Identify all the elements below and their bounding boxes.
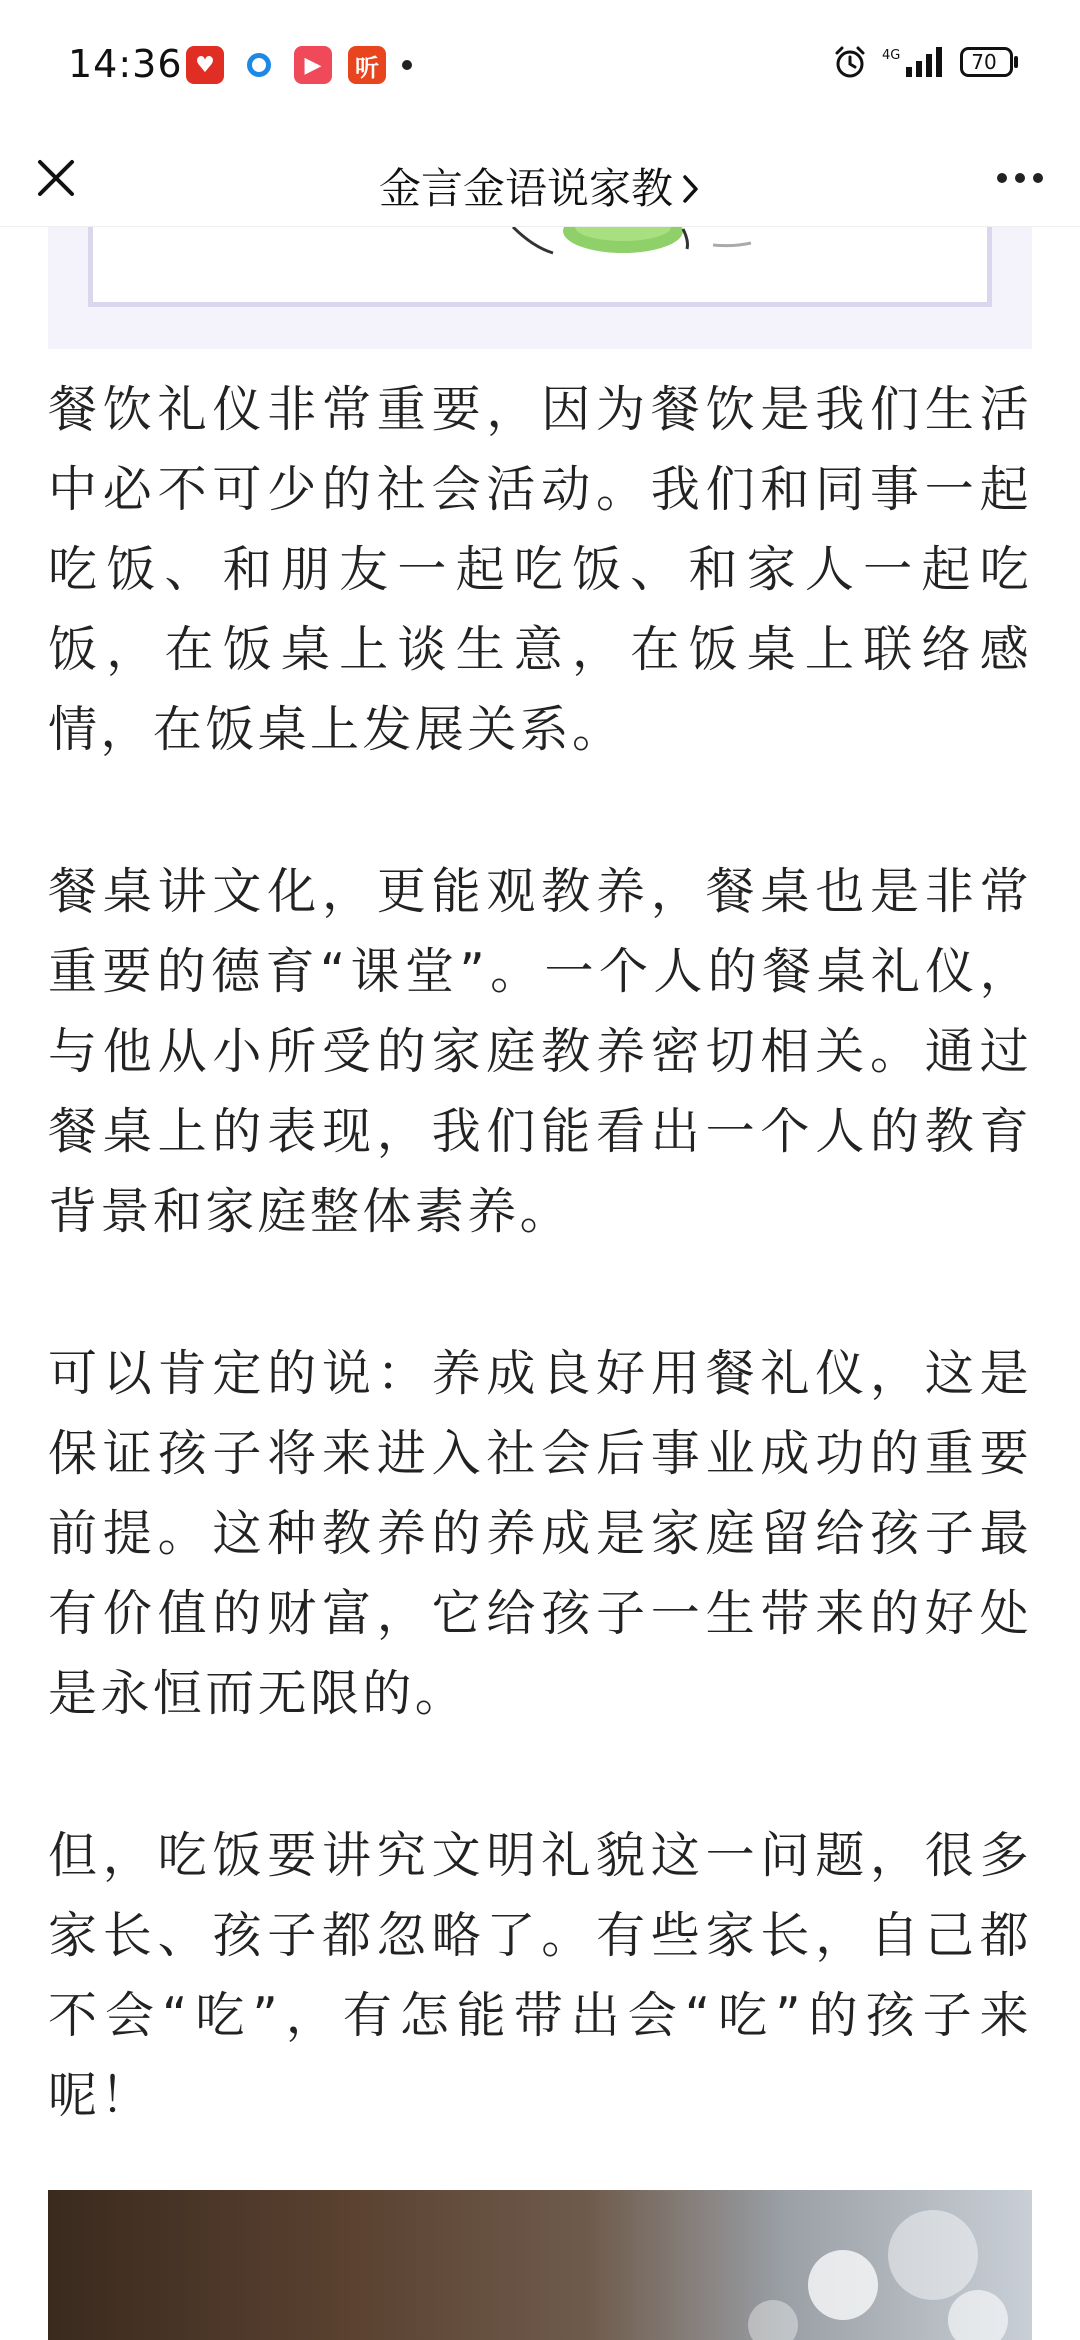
more-dot-icon	[1015, 173, 1025, 183]
page-title: 金言金语说家教	[378, 164, 673, 213]
article-paragraph: 餐饮礼仪非常重要，因为餐饮是我们生活中必不可少的社会活动。我们和同事一起吃饭、和朋友一起吃饭、和家人一起吃饭，在饭桌上谈生意，在饭桌上联络感情，在饭桌上发展关系。	[48, 381, 1032, 758]
video-icon: ▶	[294, 46, 332, 84]
more-notifications-dot-icon	[402, 60, 412, 70]
more-dot-icon	[997, 173, 1007, 183]
chevron-right-icon	[681, 167, 701, 216]
article-paragraph: 可以肯定的说：养成良好用餐礼仪，这是保证孩子将来进入社会后事业成功的重要前提。这种教养的养成是家庭留给孩子最有价值的财富，它给孩子一生带来的好处是永恒而无限的。	[48, 1345, 1032, 1722]
bokeh-light	[948, 2290, 1008, 2340]
more-options-button[interactable]	[990, 156, 1050, 200]
account-title-link[interactable]	[0, 156, 1080, 216]
browser-icon	[240, 46, 278, 84]
status-bar	[0, 0, 1080, 130]
status-time: 14:36	[68, 42, 183, 86]
notification-icons	[186, 46, 412, 84]
pinduoduo-icon: ♥	[186, 46, 224, 84]
system-status	[832, 44, 1020, 80]
more-dot-icon	[1033, 173, 1043, 183]
listen-app-icon: 听	[348, 46, 386, 84]
article-body	[48, 370, 1032, 2218]
nav-header	[0, 130, 1080, 227]
bokeh-light	[888, 2210, 978, 2300]
bokeh-light	[748, 2300, 798, 2340]
article-image-top[interactable]	[48, 227, 1032, 349]
article-image-bottom[interactable]	[48, 2190, 1032, 2340]
alarm-icon	[832, 44, 868, 80]
image-frame	[88, 227, 992, 307]
battery-level: 70	[971, 50, 997, 74]
bokeh-light	[808, 2250, 878, 2320]
signal-icon	[882, 45, 946, 79]
article-paragraph: 餐桌讲文化，更能观教养，餐桌也是非常重要的德育“课堂”。一个人的餐桌礼仪，与他从小所受的家庭教养密切相关。通过餐桌上的表现，我们能看出一个人的教育背景和家庭整体素养。	[48, 863, 1032, 1240]
battery-icon	[960, 47, 1020, 77]
article-paragraph: 但，吃饭要讲究文明礼貌这一问题，很多家长、孩子都忽略了。有些家长，自己都不会“吃”，有怎能带出会“吃”的孩子来呢！	[48, 1827, 1032, 2124]
network-type: 4G	[882, 48, 901, 63]
illustration-fragment-icon	[493, 227, 753, 287]
